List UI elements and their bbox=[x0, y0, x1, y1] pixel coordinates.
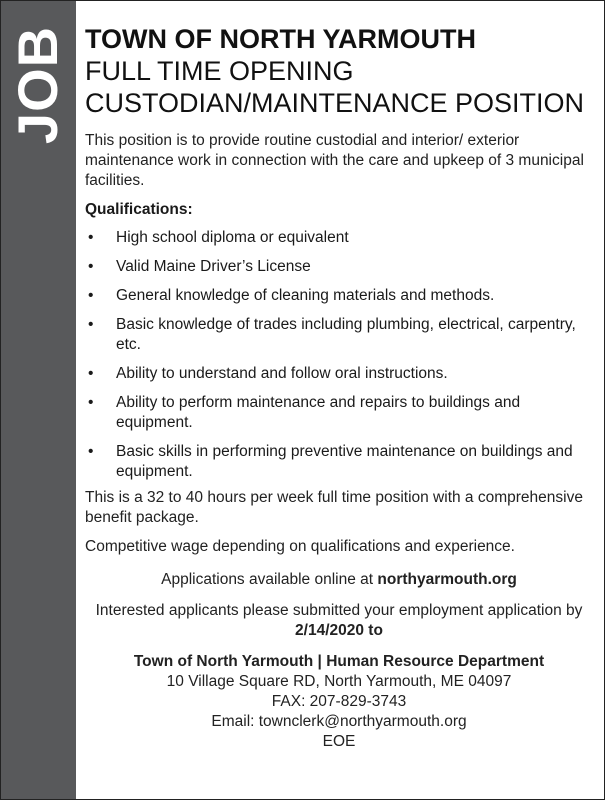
wage-paragraph: Competitive wage depending on qualifications and experience. bbox=[85, 538, 515, 555]
qualification-text: Valid Maine Driver’s License bbox=[116, 258, 311, 275]
side-banner bbox=[1, 1, 76, 799]
bullet-icon: • bbox=[88, 316, 94, 333]
qualification-text: Basic knowledge of trades including plumbing, electrical, carpentry, etc. bbox=[116, 316, 576, 353]
address-line: 10 Village Square RD, North Yarmouth, ME 04097 bbox=[166, 673, 512, 690]
list-item bbox=[85, 286, 593, 306]
deadline-date: 2/14/2020 to bbox=[295, 622, 383, 639]
bullet-icon: • bbox=[88, 394, 94, 411]
intro-paragraph: This position is to provide routine custodial and interior/ exterior maintenance work in connection with the care and upkeep of 3 municipal facilities. bbox=[85, 132, 584, 189]
qualification-text: Ability to perform maintenance and repairs to buildings and equipment. bbox=[116, 394, 521, 431]
email-line[interactable]: Email: townclerk@northyarmouth.org bbox=[211, 713, 467, 730]
applications-line bbox=[85, 570, 593, 590]
fax-line: FAX: 207-829-3743 bbox=[271, 693, 407, 710]
title-opening: FULL TIME OPENING bbox=[85, 56, 354, 86]
qualification-text: Basic skills in performing preventive maintenance on buildings and equipment. bbox=[116, 443, 573, 480]
website-link[interactable]: northyarmouth.org bbox=[377, 571, 517, 588]
qualifications-heading: Qualifications: bbox=[85, 201, 193, 218]
bullet-icon: • bbox=[88, 258, 94, 275]
qualifications-list bbox=[85, 228, 593, 482]
interested-text: Interested applicants please submitted your employment application by bbox=[95, 602, 583, 619]
list-item bbox=[85, 257, 593, 277]
bullet-icon: • bbox=[88, 287, 94, 304]
qualification-text: High school diploma or equivalent bbox=[116, 229, 349, 246]
hours-paragraph: This is a 32 to 40 hours per week full time position with a comprehensive benefit package. bbox=[85, 489, 583, 526]
list-item bbox=[85, 442, 593, 482]
list-item bbox=[85, 393, 593, 433]
interested-paragraph bbox=[85, 601, 593, 641]
eoe-line: EOE bbox=[322, 733, 356, 750]
bullet-icon: • bbox=[88, 365, 94, 382]
side-banner-label: JOB bbox=[6, 25, 69, 145]
applications-prefix: Applications available online at bbox=[161, 571, 378, 588]
title-town: TOWN OF NORTH YARMOUTH bbox=[85, 24, 476, 54]
qualification-text: Ability to understand and follow oral instructions. bbox=[116, 365, 448, 382]
title-position: CUSTODIAN/MAINTENANCE POSITION bbox=[85, 88, 585, 118]
list-item bbox=[85, 364, 593, 384]
list-item bbox=[85, 315, 593, 355]
department-name: Town of North Yarmouth | Human Resource Department bbox=[133, 653, 545, 670]
bullet-icon: • bbox=[88, 443, 94, 460]
posting-content bbox=[85, 23, 593, 752]
qualification-text: General knowledge of cleaning materials and methods. bbox=[116, 287, 495, 304]
bullet-icon: • bbox=[88, 229, 94, 246]
list-item bbox=[85, 228, 593, 248]
